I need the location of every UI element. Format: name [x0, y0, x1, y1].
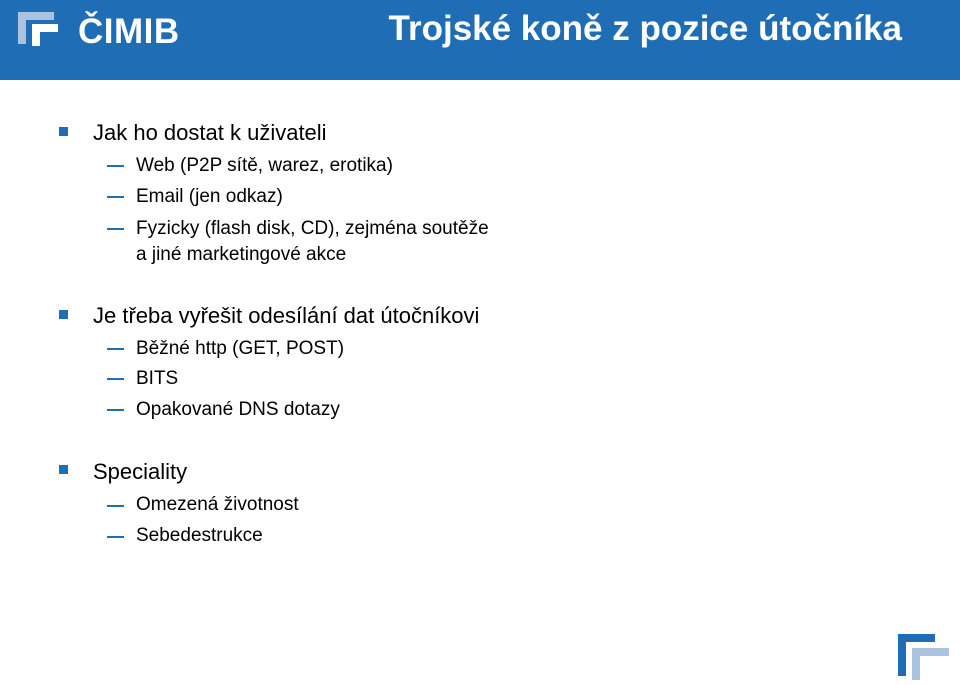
dash-icon	[107, 409, 124, 411]
list-item: Email (jen odkaz)	[136, 186, 283, 207]
list-item-continuation: a jiné marketingové akce	[136, 244, 347, 265]
list-item: Sebedestrukce	[136, 525, 263, 546]
cimib-corner-logo-icon	[895, 632, 951, 682]
bullet-square-icon	[59, 127, 68, 136]
bullet-square-icon	[59, 310, 68, 319]
dash-icon	[107, 196, 124, 198]
dash-icon	[107, 536, 124, 538]
list-item: Běžné http (GET, POST)	[136, 338, 345, 359]
section-heading: Je třeba vyřešit odesílání dat útočníkovi	[93, 303, 480, 328]
dash-icon	[107, 378, 124, 380]
dash-icon	[107, 505, 124, 507]
list-item: Fyzicky (flash disk, CD), zejména soutěže	[136, 218, 489, 239]
list-item: BITS	[136, 368, 179, 389]
slide-title: Trojské koně z pozice útočníka	[388, 9, 902, 48]
list-item: Web (P2P sítě, warez, erotika)	[136, 155, 393, 176]
section-heading: Speciality	[93, 459, 188, 484]
bullet-square-icon	[59, 465, 68, 474]
list-item: Opakované DNS dotazy	[136, 399, 340, 420]
dash-icon	[107, 228, 124, 230]
logo-text: ČIMIB	[78, 12, 180, 51]
section-heading: Jak ho dostat k uživateli	[93, 120, 327, 145]
dash-icon	[107, 165, 124, 167]
list-item: Omezená životnost	[136, 494, 299, 515]
dash-icon	[107, 348, 124, 350]
